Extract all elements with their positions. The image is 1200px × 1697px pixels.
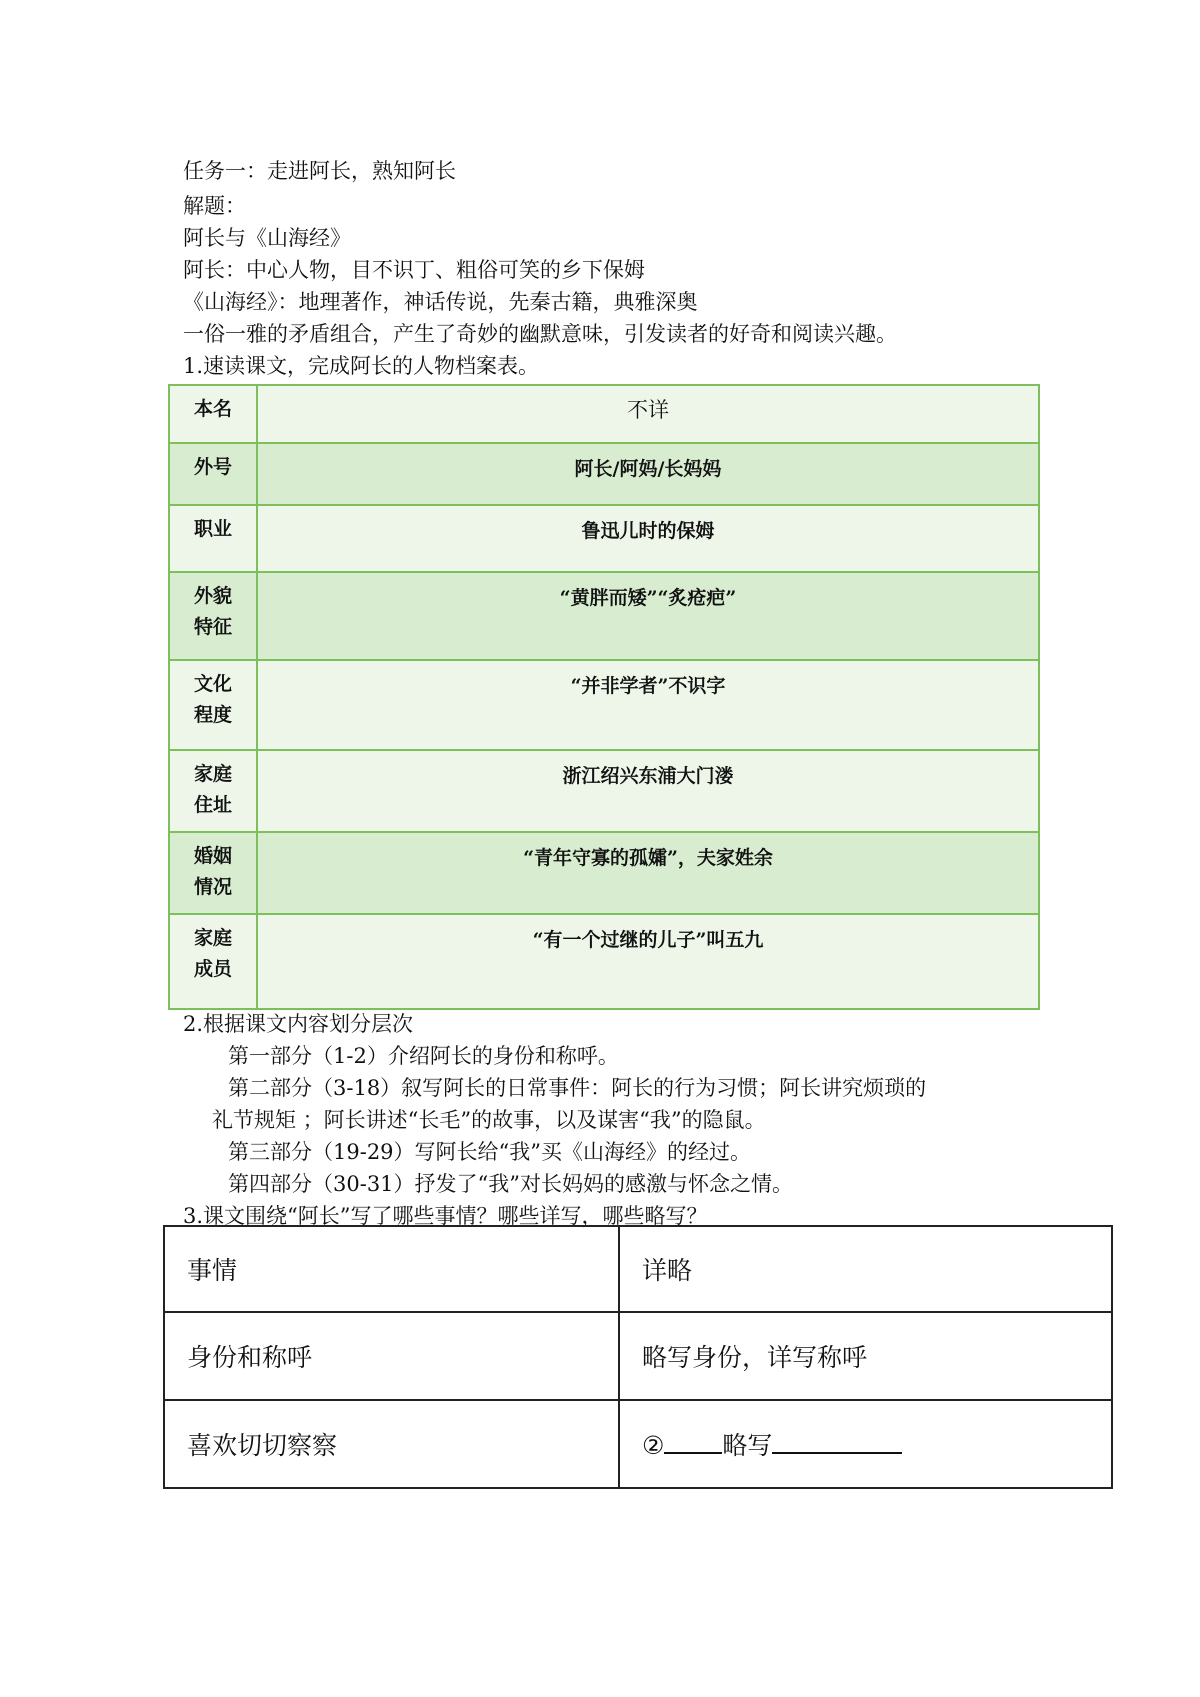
events-row <box>164 1312 1112 1400</box>
detail-cell <box>619 1400 1112 1488</box>
profile-value: 浙江绍兴东浦大门溇 <box>257 750 1039 832</box>
profile-label <box>169 832 257 914</box>
profile-label-text: 成员 <box>193 958 232 980</box>
profile-label <box>169 750 257 832</box>
profile-label <box>169 660 257 750</box>
profile-label-text: 住址 <box>193 794 232 816</box>
profile-row <box>169 832 1039 914</box>
profile-label-text: 文化 <box>193 673 232 695</box>
profile-row <box>169 443 1039 505</box>
detail-word: 略写 <box>722 1431 773 1460</box>
event-cell: 身份和称呼 <box>164 1312 619 1400</box>
profile-value: “黄胖而矮”“炙疮疤” <box>257 572 1039 660</box>
profile-row <box>169 572 1039 660</box>
profile-value: “有一个过继的儿子”叫五九 <box>257 914 1039 1009</box>
profile-row <box>169 385 1039 443</box>
profile-label-text: 婚姻 <box>193 845 232 867</box>
q2-part2-b: 礼节规矩 ；阿长讲述“长毛”的故事，以及谋害“我”的隐鼠。 <box>212 1108 766 1132</box>
profile-label-text: 情况 <box>193 876 232 898</box>
answer-blank[interactable] <box>772 1426 902 1454</box>
profile-label <box>169 572 257 660</box>
profile-label <box>169 914 257 1009</box>
events-header-event: 事情 <box>164 1226 619 1312</box>
profile-label-text: 特征 <box>193 616 232 638</box>
intro-heading: 解题： <box>183 194 246 218</box>
events-header-detail: 详略 <box>619 1226 1112 1312</box>
q2-part4: 第四部分（30-31）抒发了“我”对长妈妈的感激与怀念之情。 <box>228 1172 794 1196</box>
profile-value: “并非学者”不识字 <box>257 660 1039 750</box>
profile-label-text: 职业 <box>193 518 232 540</box>
profile-label-text: 家庭 <box>193 763 232 785</box>
profile-label-text: 外貌 <box>193 585 232 607</box>
detail-cell: 略写身份，详写称呼 <box>619 1312 1112 1400</box>
profile-value: 鲁迅儿时的保姆 <box>257 505 1039 572</box>
profile-label <box>169 443 257 505</box>
profile-label-text: 程度 <box>193 704 232 726</box>
profile-label-text: 外号 <box>193 456 232 478</box>
profile-row <box>169 660 1039 750</box>
q1-prompt: 1.速读课文，完成阿长的人物档案表。 <box>183 354 540 378</box>
events-table <box>163 1225 1113 1489</box>
profile-row <box>169 914 1039 1009</box>
q3-prompt: 3.课文围绕“阿长”写了哪些事情？哪些详写，哪些略写？ <box>183 1204 708 1228</box>
events-row <box>164 1400 1112 1488</box>
circled-number-marker: ② <box>642 1431 665 1460</box>
profile-value: “青年守寡的孤孀”，夫家姓余 <box>257 832 1039 914</box>
intro-achang-line: 阿长：中心人物，目不识丁、粗俗可笑的乡下保姆 <box>183 258 645 282</box>
q2-prompt: 2.根据课文内容划分层次 <box>183 1012 414 1036</box>
profile-value: 不详 <box>257 385 1039 443</box>
q2-part3: 第三部分（19-29）写阿长给“我”买《山海经》的经过。 <box>228 1140 752 1164</box>
profile-label <box>169 385 257 443</box>
profile-value: 阿长/阿妈/长妈妈 <box>257 443 1039 505</box>
task-title: 任务一：走进阿长，熟知阿长 <box>183 159 456 183</box>
events-header-row <box>164 1226 1112 1312</box>
profile-row <box>169 750 1039 832</box>
intro-title-line: 阿长与《山海经》 <box>183 226 351 250</box>
intro-summary-line: 一俗一雅的矛盾组合，产生了奇妙的幽默意味，引发读者的好奇和阅读兴趣。 <box>183 322 897 346</box>
event-cell: 喜欢切切察察 <box>164 1400 619 1488</box>
profile-label-text: 本名 <box>193 398 232 420</box>
profile-row <box>169 505 1039 572</box>
intro-shanhaijing-line: 《山海经》：地理著作，神话传说，先秦古籍，典雅深奥 <box>183 290 698 314</box>
profile-label-text: 家庭 <box>193 927 232 949</box>
profile-table <box>168 384 1040 1010</box>
profile-label <box>169 505 257 572</box>
answer-blank[interactable] <box>664 1426 722 1454</box>
q2-part2-a: 第二部分（3-18）叙写阿长的日常事件：阿长的行为习惯；阿长讲究烦琐的 <box>228 1076 927 1100</box>
q2-part1: 第一部分（1-2）介绍阿长的身份和称呼。 <box>228 1044 619 1068</box>
